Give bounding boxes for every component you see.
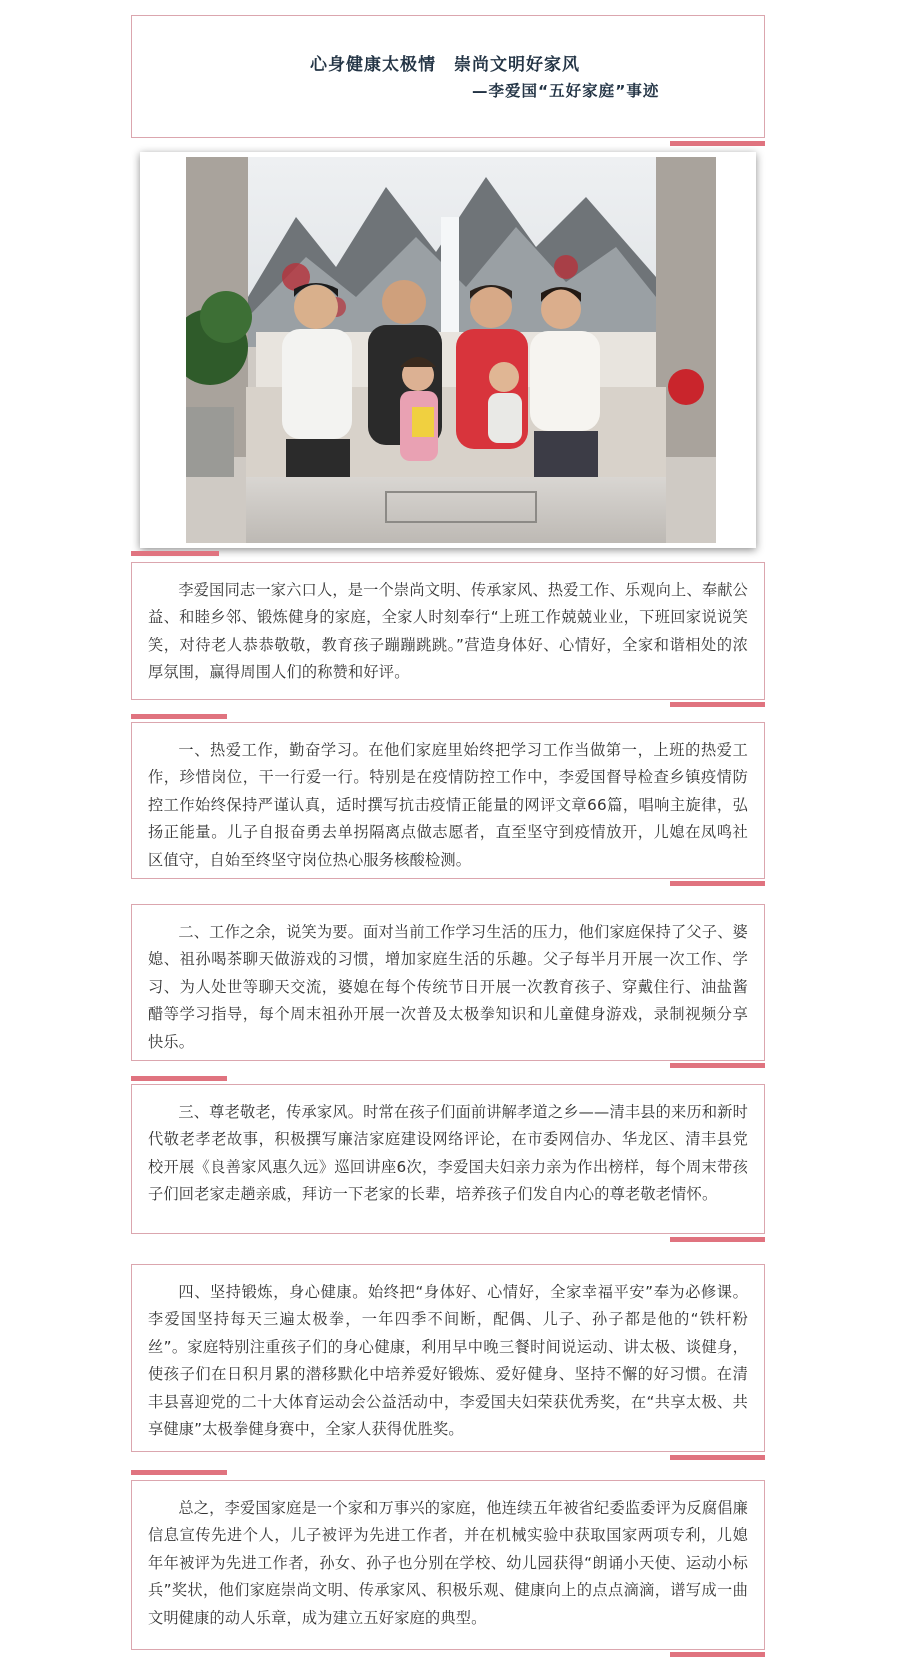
accent-bar: [670, 1455, 765, 1460]
intro-paragraph: 李爱国同志一家六口人，是一个崇尚文明、传承家风、热爱工作、乐观向上、奉献公益、和睦乡邻、锻炼健身的家庭，全家人时刻奉行“上班工作兢兢业业，下班回家说说笑笑，对待老人恭恭敬敬，教育孩子蹦蹦跳跳。”营造身体好、心情好，全家和谐相处的浓厚氛围，赢得周围人们的称赞和好评。: [148, 581, 748, 682]
section-3-paragraph: 三、尊老敬老，传承家风。时常在孩子们面前讲解孝道之乡——清丰县的来历和新时代敬老孝老故事，积极撰写廉洁家庭建设网络评论，在市委网信办、华龙区、清丰县党校开展《良善家风惠久远》巡回讲座6次，李爱国夫妇亲力亲为作出榜样，每个周末带孩子们回老家走趟亲戚，拜访一下老家的长辈，培养孩子们发自内心的尊老敬老情怀。: [148, 1103, 748, 1204]
section-4-paragraph: 四、坚持锻炼，身心健康。始终把“身体好、心情好，全家幸福平安”奉为必修课。李爱国坚持每天三遍太极拳，一年四季不间断，配偶、儿子、孙子都是他的“铁杆粉丝”。家庭特别注重孩子们的身心健康，利用早中晚三餐时间说运动、讲太极、谈健身，使孩子们在日积月累的潜移默化中培养爱好锻炼、爱好健身、坚持不懈的好习惯。在清丰县喜迎党的二十大体育运动会公益活动中，李爱国夫妇荣获优秀奖，在“共享太极、共享健康”太极拳健身赛中，全家人获得优胜奖。: [148, 1283, 748, 1439]
section-1-box: [131, 722, 765, 879]
accent-bar: [670, 141, 765, 146]
family-photo: [186, 157, 716, 543]
section-1-paragraph: 一、热爱工作，勤奋学习。在他们家庭里始终把学习工作当做第一，上班的热爱工作，珍惜岗位，干一行爱一行。特别是在疫情防控工作中，李爱国督导检查乡镇疫情防控工作始终保持严谨认真，适时撰写抗击疫情正能量的网评文章66篇，唱响主旋律，弘扬正能量。儿子自报奋勇去单拐隔离点做志愿者，直至坚守到疫情放开，儿媳在凤鸣社区值守，自始至终坚守岗位热心服务核酸检测。: [148, 741, 748, 869]
accent-bar: [670, 1237, 765, 1242]
photo-frame: [140, 152, 756, 548]
section-3-box: [131, 1084, 765, 1234]
title-box: [131, 15, 765, 138]
intro-paragraph-box: [131, 562, 765, 700]
section-2-paragraph: 二、工作之余，说笑为要。面对当前工作学习生活的压力，他们家庭保持了父子、婆媳、祖孙喝茶聊天做游戏的习惯，增加家庭生活的乐趣。父子每半月开展一次工作、学习、为人处世等聊天交流，婆媳在每个传统节日开展一次教育孩子、穿戴住行、油盐酱醋等学习指导，每个周末祖孙开展一次普及太极拳知识和儿童健身游戏，录制视频分享快乐。: [148, 923, 748, 1051]
conclusion-box: [131, 1480, 765, 1650]
section-2-box: [131, 904, 765, 1061]
accent-bar: [670, 1652, 765, 1657]
section-4-box: [131, 1264, 765, 1452]
accent-bar: [131, 714, 227, 719]
accent-bar: [670, 702, 765, 707]
accent-bar: [131, 551, 219, 556]
accent-bar: [131, 1076, 227, 1081]
conclusion-paragraph: 总之，李爱国家庭是一个家和万事兴的家庭，他连续五年被省纪委监委评为反腐倡廉信息宣传先进个人，儿子被评为先进工作者，并在机械实验中获取国家两项专利，儿媳年年被评为先进工作者，孙女、孙子也分别在学校、幼儿园获得“朗诵小天使、运动小标兵”奖状，他们家庭崇尚文明、传承家风、积极乐观、健康向上的点点滴滴，谱写成一曲文明健康的动人乐章，成为建立五好家庭的典型。: [148, 1499, 748, 1627]
accent-bar: [670, 1063, 765, 1068]
page-title: 心身健康太极情 崇尚文明好家风: [310, 55, 580, 75]
accent-bar: [670, 881, 765, 886]
accent-bar: [131, 1470, 227, 1475]
page-subtitle: —李爱国“五好家庭”事迹: [472, 82, 660, 100]
